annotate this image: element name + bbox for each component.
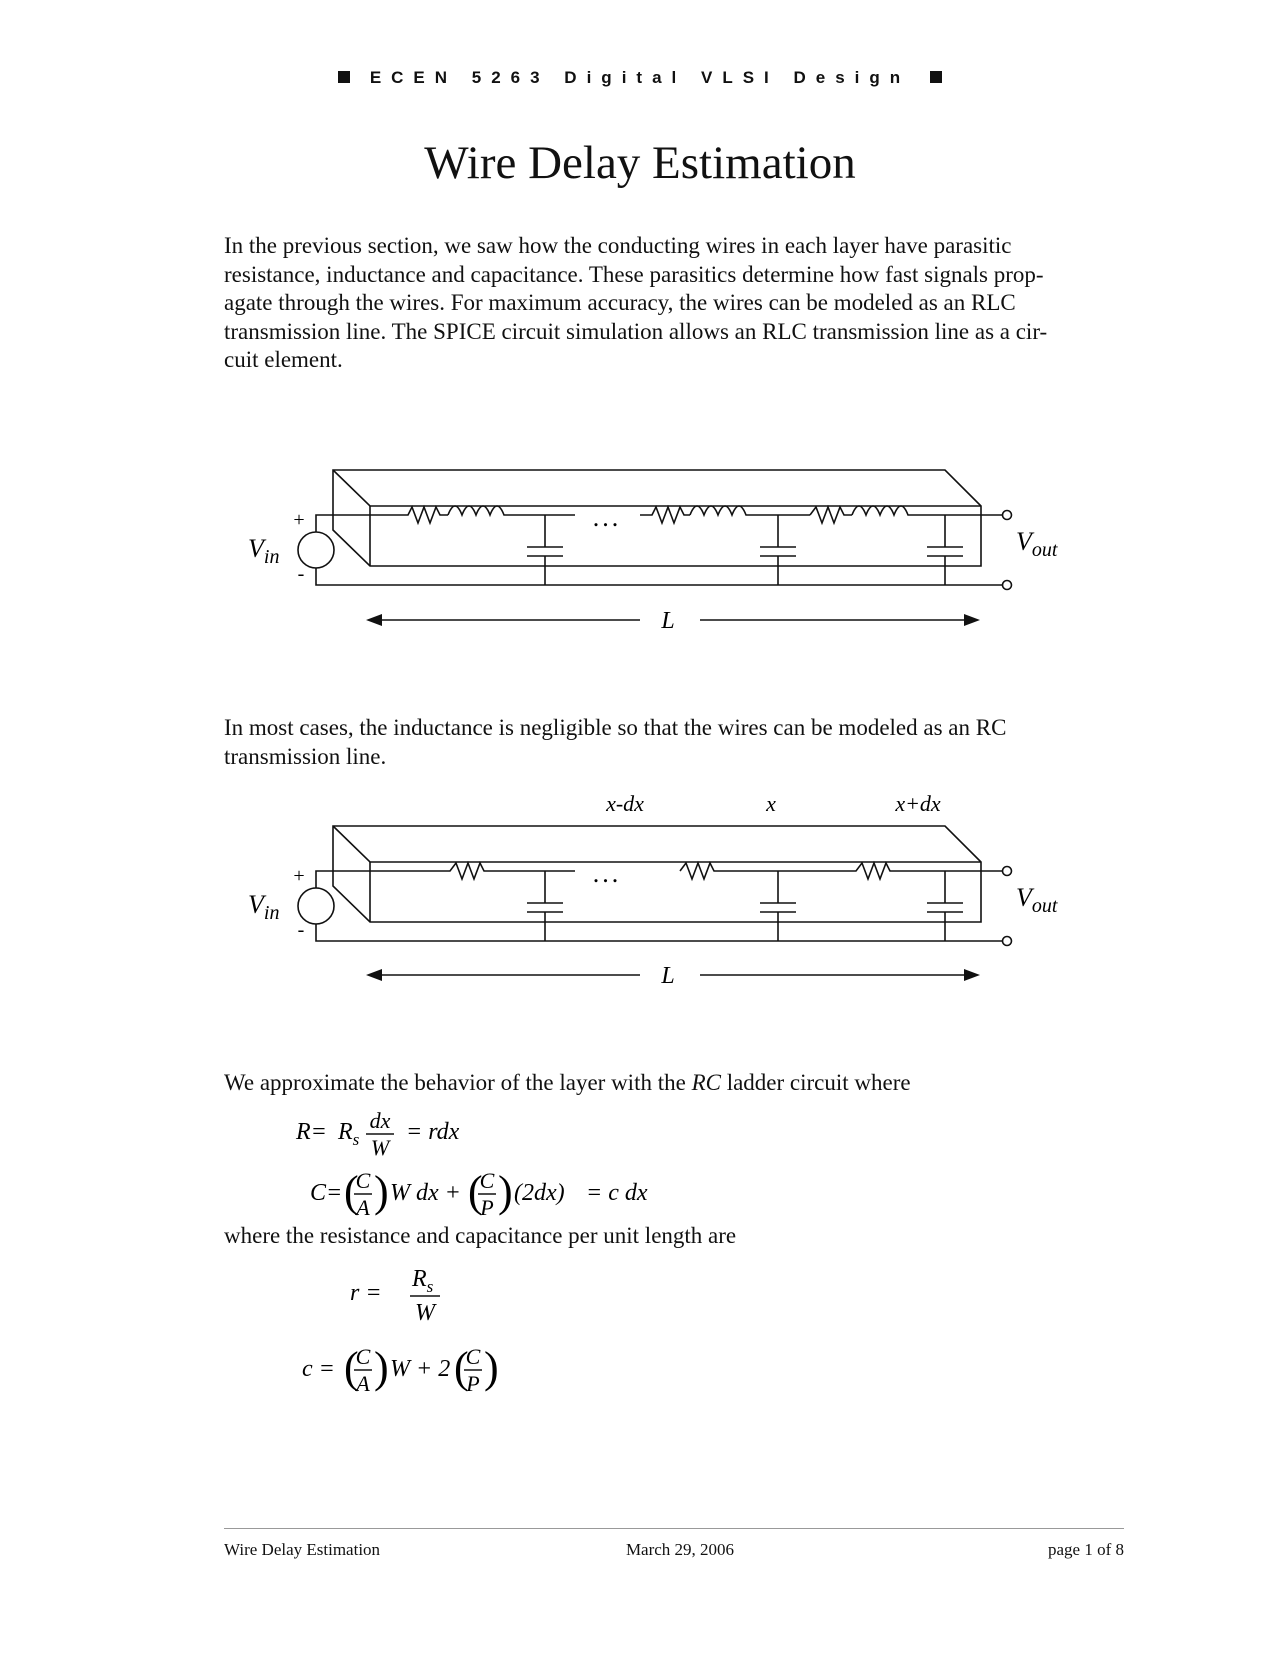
resistor-2-icon (640, 507, 690, 523)
inductor-2-icon (690, 506, 810, 515)
intro-line: cuit element. (224, 347, 343, 372)
eq-C-C1: C (355, 1168, 371, 1193)
eq-C-wdx: W dx + (390, 1180, 461, 1206)
wire-box-outline (333, 470, 981, 566)
intro-line: agate through the wires. For maximum accuracy, the wires can be modeled as an RLC (224, 290, 1016, 315)
running-header (0, 68, 1280, 88)
header-square-left-icon (338, 71, 350, 83)
source-top-lead (316, 515, 370, 532)
resistor-1-icon (370, 507, 448, 523)
vout-label: $V_{out}$ (1016, 883, 1058, 917)
minus-label: - (297, 563, 305, 585)
intro-line: transmission line. The SPICE circuit simulation allows an RLC transmission line as a cir- (224, 318, 1048, 344)
resistor-3-icon (810, 863, 1002, 879)
eq-c-mid: W + 2 (390, 1356, 451, 1382)
eq-c-lhs: c = (302, 1356, 335, 1382)
eq-C-paren-close-1: ) (374, 1167, 389, 1216)
rc-intro-line: transmission line. (224, 743, 387, 769)
footer-rule (224, 1528, 1124, 1529)
equation-r (340, 1256, 500, 1332)
eq-R-denominator: W (370, 1135, 390, 1160)
eq-R-rs: $R_s$ (338, 1119, 360, 1149)
ground-rail (316, 924, 1007, 941)
eq-R-lhs: R= (296, 1119, 327, 1145)
vin-label: $V_{in}$ (248, 534, 280, 568)
eq-c-paren-open-1: ( (344, 1343, 359, 1392)
equation-C (290, 1160, 710, 1228)
header-text: ECEN 5263 Digital VLSI Design (369, 68, 911, 87)
length-label: L (661, 608, 675, 634)
wire-box-top-edge (333, 826, 981, 862)
page-title: Wire Delay Estimation (424, 137, 856, 189)
wire-box-top-edge (333, 470, 981, 506)
capacitor-3-icon (927, 515, 963, 585)
ladder-paragraph (224, 1069, 1124, 1098)
output-terminal-bottom-icon (1003, 937, 1012, 946)
output-terminal-bottom-icon (1003, 581, 1012, 590)
capacitor-1-icon (527, 871, 563, 941)
eq-C-paren-close-2: ) (498, 1167, 513, 1216)
rc-intro-line: In most cases, the inductance is negligible so that the wires can be modeled as an RC (224, 715, 1007, 740)
eq-C-twodx: (2dx) (514, 1180, 565, 1206)
output-terminal-top-icon (1003, 867, 1012, 876)
eq-r-numerator: $R_s$ (412, 1266, 434, 1296)
rlc-transmission-line-figure (0, 440, 1280, 670)
ground-rail (316, 568, 1007, 585)
eq-r-lhs: r = (350, 1280, 382, 1306)
eq-R-rhs: = rdx (406, 1119, 460, 1145)
eq-r-denominator: W (415, 1300, 435, 1326)
intro-line: In the previous section, we saw how the conducting wires in each layer have parasitic (224, 233, 1012, 258)
vout-label: $V_{out}$ (1016, 527, 1058, 561)
position-left-label: x-dx (606, 791, 644, 816)
inductor-3-icon (852, 506, 1002, 515)
inductor-1-icon (448, 506, 575, 515)
capacitor-1-icon (527, 515, 563, 585)
eq-c-paren-close-2: ) (484, 1343, 499, 1392)
eq-c-A1: A (356, 1371, 370, 1396)
footer-left: Wire Delay Estimation (224, 1540, 381, 1559)
ladder-text-pre: We approximate the behavior of the layer with the (224, 1070, 686, 1095)
eq-C-C2: C (479, 1168, 495, 1193)
wire-box-outline (333, 826, 981, 922)
resistor-2-icon (680, 863, 810, 879)
eq-C-A1: A (356, 1195, 370, 1220)
intro-line: resistance, inductance and capacitance. These parasitics determine how fast signals prop- (224, 261, 1044, 287)
footer-right: page 1 of 8 (1047, 1540, 1124, 1559)
eq-R-numerator: dx (369, 1108, 391, 1133)
eq-c-C2: C (465, 1344, 481, 1369)
eq-C-paren-open-2: ( (468, 1167, 483, 1216)
output-terminal-top-icon (1003, 511, 1012, 520)
eq-C-paren-open-1: ( (344, 1167, 359, 1216)
length-label: L (661, 963, 675, 989)
ellipsis-label: ... (592, 503, 622, 532)
ladder-text-rc: RC (691, 1070, 721, 1095)
eq-c-P2: P (466, 1371, 480, 1396)
position-right-label: x+dx (895, 791, 941, 816)
vin-label: $V_{in}$ (248, 890, 280, 924)
header-square-right-icon (930, 71, 942, 83)
position-mid-label: x (766, 791, 776, 816)
ladder-text-post: ladder circuit where (726, 1070, 911, 1095)
rc-intro-paragraph (224, 714, 1124, 771)
minus-label: - (297, 919, 305, 941)
eq-C-lhs: C= (310, 1180, 343, 1206)
footer-center: March 29, 2006 (625, 1540, 735, 1559)
plus-label: + (293, 865, 305, 887)
equation-R (290, 1100, 550, 1160)
capacitor-2-icon (760, 515, 796, 585)
eq-C-rhs: = c dx (586, 1180, 648, 1206)
source-top-lead (316, 871, 370, 888)
eq-c-paren-close-1: ) (374, 1343, 389, 1392)
per-unit-paragraph: where the resistance and capacitance per unit length are (224, 1223, 737, 1248)
intro-paragraph (224, 232, 1124, 375)
capacitor-3-icon (927, 871, 963, 941)
eq-c-C1: C (355, 1344, 371, 1369)
eq-C-P2: P (480, 1195, 494, 1220)
capacitor-2-icon (760, 871, 796, 941)
ellipsis-label: ... (592, 859, 622, 888)
eq-c-paren-open-2: ( (454, 1343, 469, 1392)
rc-transmission-line-figure (0, 790, 1280, 1020)
plus-label: + (293, 509, 305, 531)
resistor-3-icon (810, 507, 852, 523)
equation-c (290, 1336, 550, 1404)
